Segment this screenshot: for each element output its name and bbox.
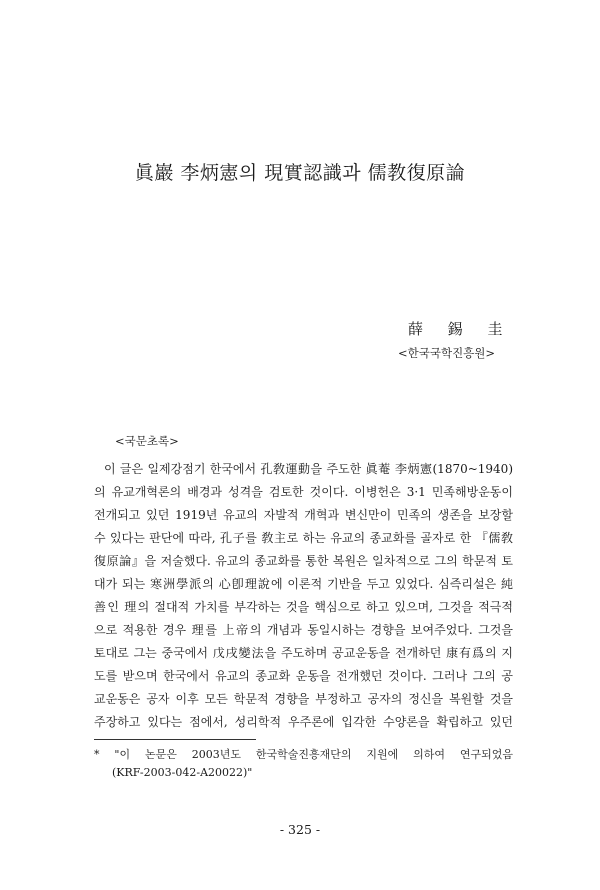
author-name: 薛 錫 圭 (408, 320, 513, 338)
abstract-line: 주장하고 있다는 점에서, 성리학적 우주론에 입각한 수양론을 확립하고 있던 (94, 715, 513, 729)
abstract-line: 교운동은 공자 이후 모든 학문적 경향을 부정하고 공자의 정신을 복원할 것을 (94, 692, 513, 706)
footnote-rule (94, 739, 256, 740)
author-affiliation: <한국국학진흥원> (398, 346, 496, 360)
article-title: 眞巖 李炳憲의 現實認識과 儒教復原論 (134, 162, 466, 184)
abstract-line: 도를 받으며 한국에서 유교의 종교화 운동을 전개했던 것이다. 그러나 그의 공 (94, 669, 513, 683)
page-number: - 325 - (279, 822, 321, 837)
footnote-text: * "이 논문은 2003년도 한국학술진흥재단의 지원에 의하여 연구되었음 (94, 748, 513, 761)
abstract-line: 善인 理의 절대적 가치를 부각하는 것을 핵심으로 하고 있으며, 그것을 적극적 (94, 600, 513, 614)
footnote-text-continued: (KRF-2003-042-A20022)" (112, 766, 253, 779)
abstract-label: <국문초록> (115, 434, 179, 448)
abstract-line: 전개되고 있던 1919년 유교의 자발적 개혁과 변신만이 민족의 생존을 보장할 (94, 508, 513, 522)
abstract-line: 이 글은 일제강점기 한국에서 孔敎運動을 주도한 眞菴 李炳憲(1870~1940) (104, 462, 513, 476)
abstract-line: 토대로 그는 중국에서 戊戌變法을 주도하며 공교운동을 전개하던 康有爲의 지 (94, 646, 513, 660)
abstract-line: 수 있다는 판단에 따라, 孔子를 敎主로 하는 유교의 종교화를 골자로 한 『儒敎 (94, 531, 513, 545)
abstract-line: 復原論』을 저술했다. 유교의 종교화를 통한 복원은 일차적으로 그의 학문적 토 (94, 554, 513, 568)
abstract-line: 으로 적용한 경우 理를 上帝의 개념과 동일시하는 경향을 보여주었다. 그것을 (94, 623, 513, 637)
abstract-line: 대가 되는 寒洲學派의 心卽理說에 이론적 기반을 두고 있었다. 심즉리설은 純 (94, 577, 513, 591)
abstract-line: 의 유교개혁론의 배경과 성격을 검토한 것이다. 이병헌은 3·1 민족해방운동이 (94, 485, 513, 499)
